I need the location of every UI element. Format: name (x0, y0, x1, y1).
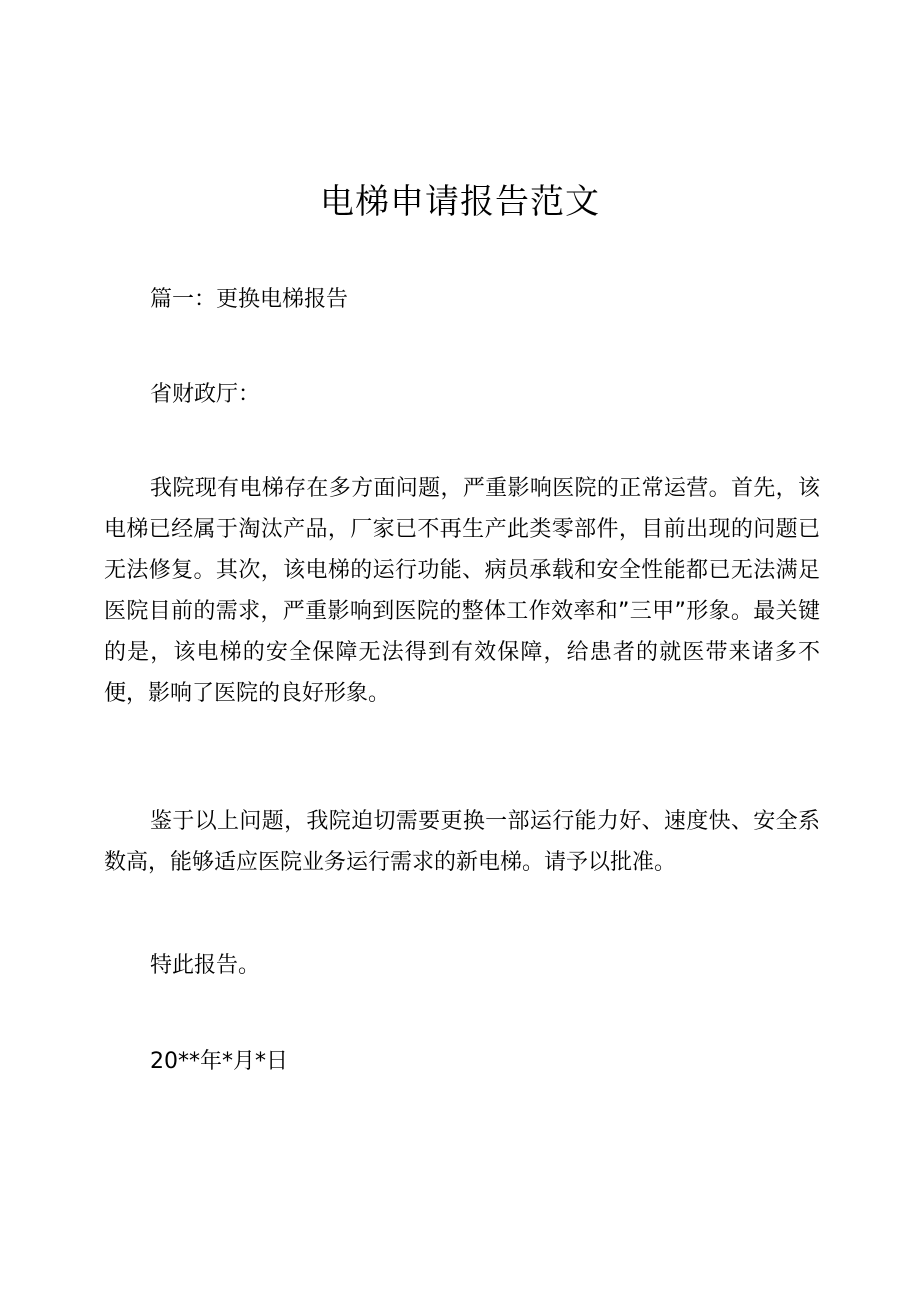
section-heading: 篇一：更换电梯报告 (150, 287, 349, 312)
recipient-line: 省财政厅： (150, 382, 261, 407)
body-paragraph-2: 鉴于以上问题，我院迫切需要更换一部运行能力好、速度快、安全系数高，能够适应医院业务运行需求的新电梯。请予以批准。 (104, 809, 820, 875)
document-title: 电梯申请报告范文 (320, 182, 600, 222)
date-line: 20**年*月*日 (150, 1049, 288, 1074)
closing-line: 特此报告。 (150, 953, 261, 978)
body-paragraph-1: 我院现有电梯存在多方面问题，严重影响医院的正常运营。首先，该电梯已经属于淘汰产品，厂家已不再生产此类零部件，目前出现的问题已无法修复。其次，该电梯的运行功能、病员承载和安全性能都已无法满足医院目前的需求，严重影响到医院的整体工作效率和”三甲”形象。最关键的是，该电梯的安全保障无法得到有效保障，给患者的就医带来诸多不便，影响了医院的良好形象。 (104, 476, 820, 706)
